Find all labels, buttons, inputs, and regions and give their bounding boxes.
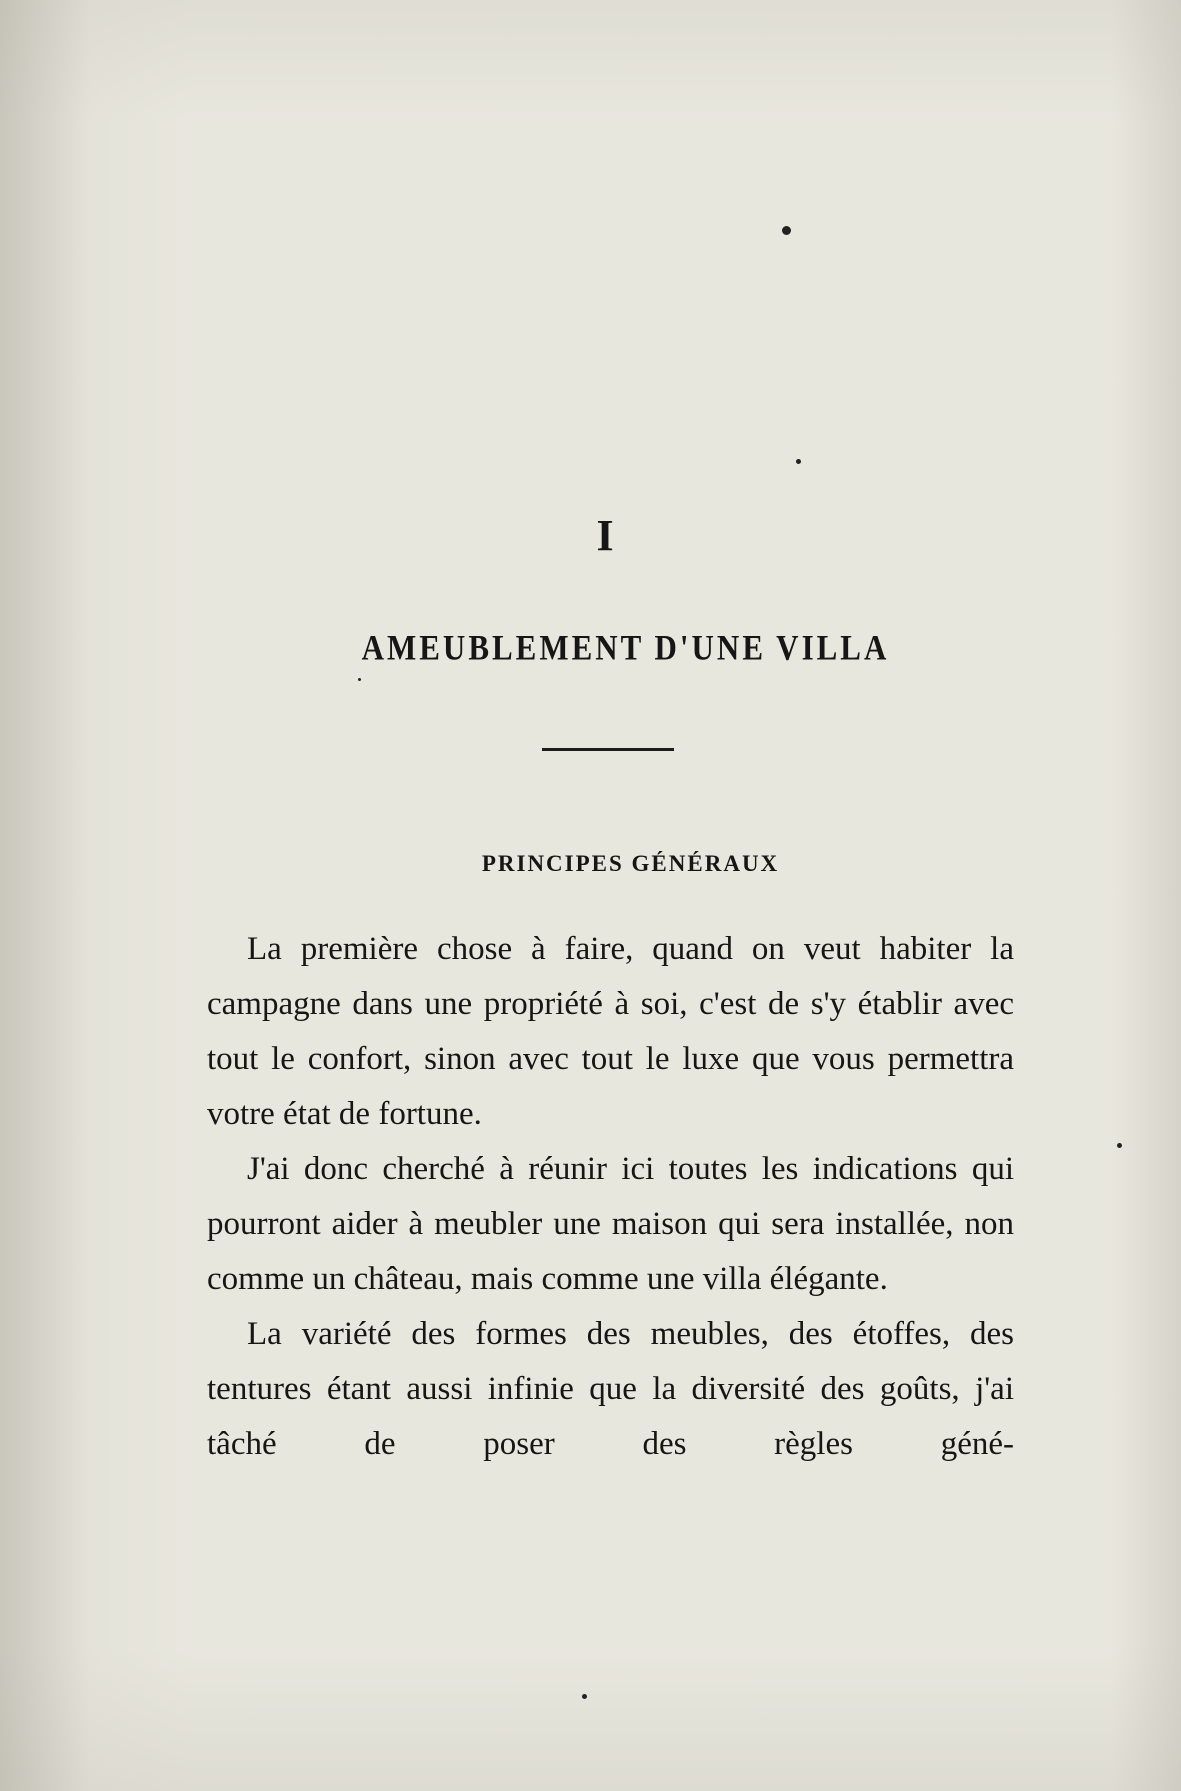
paragraph-3: La variété des formes des meubles, des étoffes, des tentures étant aussi infinie que la diversité des goûts, j'ai tâché de poser des règles géné- [207,1316,1014,1462]
ink-speck [782,226,791,235]
chapter-number: I [596,511,615,560]
ink-speck [1117,1143,1122,1148]
ink-speck [582,1694,587,1699]
ink-speck [796,459,801,464]
paragraph-2: J'ai donc cherché à réunir ici toutes les indications qui pourront aider à meubler une maison qui sera installée, non comme un château, mais comme une villa élégante. [207,1151,1014,1297]
paragraph-1: La première chose à faire, quand on veut habiter la campagne dans une propriété à soi, c'est de s'y établir avec tout le confort, sinon avec tout le luxe que vous permettra votre état de fortune. [207,931,1014,1132]
ink-speck [358,678,361,681]
body-text [207,922,1014,1472]
chapter-title: AMEUBLEMENT D'UNE VILLA [361,627,890,668]
title-divider-rule [542,748,674,751]
section-title: PRINCIPES GÉNÉRAUX [481,851,780,876]
